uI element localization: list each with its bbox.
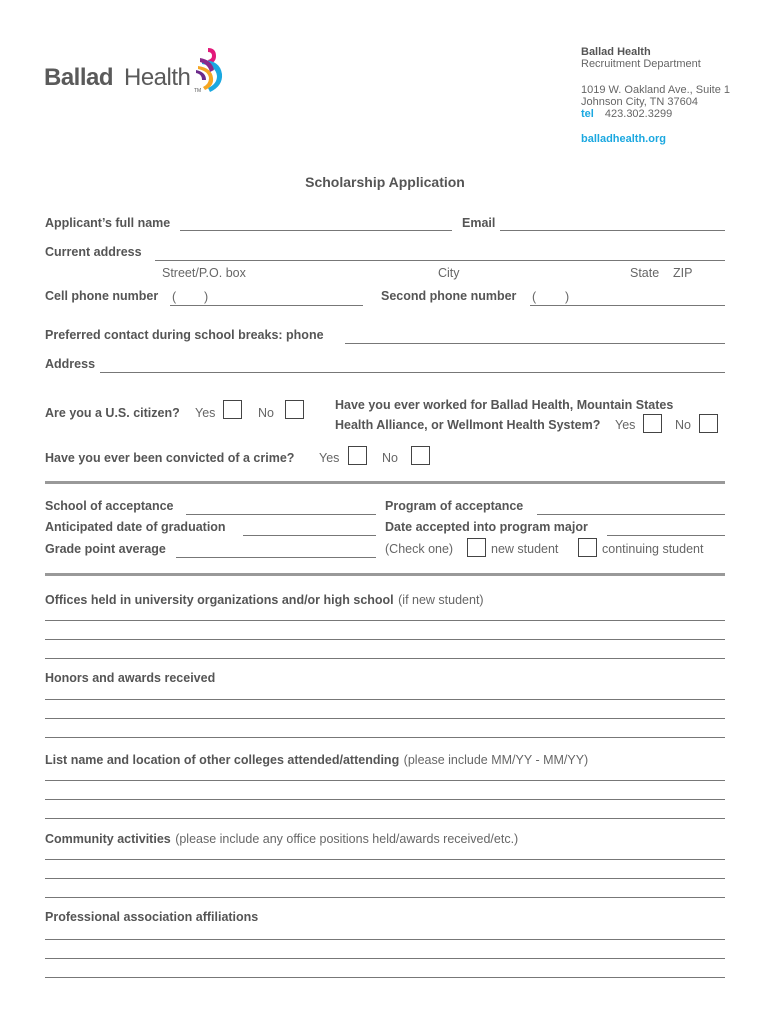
- community-line-1[interactable]: [45, 859, 725, 860]
- date-accepted-field[interactable]: [607, 535, 725, 536]
- org-phone: [581, 108, 672, 120]
- second-phone-label: Second phone number: [381, 289, 517, 303]
- section-divider: [45, 573, 725, 576]
- colleges-label: List name and location of other colleges attended/attending: [45, 753, 400, 767]
- cell-phone-field[interactable]: [170, 305, 363, 306]
- colleges-heading: [45, 751, 588, 769]
- program-label: Program of acceptance: [385, 499, 524, 513]
- org-department: Recruitment Department: [581, 58, 701, 70]
- citizen-yes-label: Yes: [195, 406, 216, 420]
- colleges-line-2[interactable]: [45, 799, 725, 800]
- logo-text-health: Health: [124, 64, 191, 91]
- worked-yes-checkbox[interactable]: [643, 414, 662, 433]
- offices-heading: [45, 591, 484, 609]
- program-field[interactable]: [537, 514, 725, 515]
- state-caption: State: [630, 266, 660, 280]
- colleges-line-1[interactable]: [45, 780, 725, 781]
- professional-label: Professional association affiliations: [45, 910, 259, 924]
- date-accepted-label: Date accepted into program major: [385, 520, 588, 534]
- convicted-no-label: No: [382, 451, 398, 465]
- ballad-health-logo: [44, 46, 234, 98]
- worked-question-line2: Health Alliance, or Wellmont Health System?: [335, 418, 601, 432]
- offices-note: (if new student): [398, 593, 484, 607]
- logo-text-ballad: Ballad: [44, 64, 114, 91]
- honors-line-2[interactable]: [45, 718, 725, 719]
- citizen-no-checkbox[interactable]: [285, 400, 304, 419]
- community-heading: [45, 830, 518, 848]
- tel-number: 423.302.3299: [604, 108, 673, 120]
- new-student-checkbox[interactable]: [467, 538, 486, 557]
- grad-date-label: Anticipated date of graduation: [45, 520, 226, 534]
- convicted-yes-checkbox[interactable]: [348, 446, 367, 465]
- convicted-question: Have you ever been convicted of a crime?: [45, 451, 295, 465]
- grad-date-field[interactable]: [243, 535, 376, 536]
- convicted-no-checkbox[interactable]: [411, 446, 430, 465]
- offices-line-2[interactable]: [45, 639, 725, 640]
- worked-no-checkbox[interactable]: [699, 414, 718, 433]
- page-title: Scholarship Application: [305, 174, 465, 190]
- address-label: Address: [45, 357, 96, 371]
- current-address-label: Current address: [45, 245, 142, 259]
- offices-line-3[interactable]: [45, 658, 725, 659]
- school-field[interactable]: [186, 514, 376, 515]
- community-line-3[interactable]: [45, 897, 725, 898]
- community-line-2[interactable]: [45, 878, 725, 879]
- citizen-yes-checkbox[interactable]: [223, 400, 242, 419]
- cell-paren-open: (: [172, 290, 177, 304]
- address-field[interactable]: [100, 372, 725, 373]
- street-caption: Street/P.O. box: [162, 266, 246, 280]
- worked-no-label: No: [675, 418, 691, 432]
- new-student-label: new student: [491, 542, 559, 556]
- org-address-line2: Johnson City, TN 37604: [581, 96, 698, 108]
- logo-mark-icon: [194, 46, 234, 96]
- second-paren-open: (: [532, 290, 537, 304]
- check-one-label: (Check one): [385, 542, 454, 556]
- full-name-label: Applicant’s full name: [45, 216, 171, 230]
- continuing-student-label: continuing student: [602, 542, 704, 556]
- section-divider: [45, 481, 725, 484]
- email-label: Email: [462, 216, 496, 230]
- colleges-line-3[interactable]: [45, 818, 725, 819]
- worked-question-line1: Have you ever worked for Ballad Health, Mountain States: [335, 398, 674, 412]
- org-website-link[interactable]: balladhealth.org: [581, 133, 666, 145]
- email-field[interactable]: [500, 230, 725, 231]
- full-name-field[interactable]: [180, 230, 452, 231]
- org-name: Ballad Health: [581, 46, 651, 58]
- offices-label: Offices held in university organizations and/or high school: [45, 593, 394, 607]
- professional-line-3[interactable]: [45, 977, 725, 978]
- convicted-yes-label: Yes: [319, 451, 340, 465]
- city-caption: City: [438, 266, 460, 280]
- org-address-line1: 1019 W. Oakland Ave., Suite 1: [581, 84, 731, 96]
- tel-label: tel: [581, 108, 594, 120]
- school-label: School of acceptance: [45, 499, 174, 513]
- citizen-no-label: No: [258, 406, 274, 420]
- preferred-contact-label: Preferred contact during school breaks: phone: [45, 328, 324, 342]
- worked-yes-label: Yes: [615, 418, 636, 432]
- offices-line-1[interactable]: [45, 620, 725, 621]
- citizen-question: Are you a U.S. citizen?: [45, 406, 180, 420]
- community-label: Community activities: [45, 832, 171, 846]
- honors-line-1[interactable]: [45, 699, 725, 700]
- community-note: (please include any office positions held/awards received/etc.): [175, 832, 519, 846]
- cell-phone-label: Cell phone number: [45, 289, 159, 303]
- preferred-contact-field[interactable]: [345, 343, 725, 344]
- professional-line-1[interactable]: [45, 939, 725, 940]
- continuing-student-checkbox[interactable]: [578, 538, 597, 557]
- honors-label: Honors and awards received: [45, 671, 216, 685]
- second-paren-close: ): [565, 290, 570, 304]
- cell-paren-close: ): [204, 290, 209, 304]
- second-phone-field[interactable]: [530, 305, 725, 306]
- current-address-field[interactable]: [155, 260, 725, 261]
- gpa-label: Grade point average: [45, 542, 166, 556]
- colleges-note: (please include MM/YY - MM/YY): [403, 753, 589, 767]
- logo-tm: TM: [194, 88, 202, 94]
- honors-line-3[interactable]: [45, 737, 725, 738]
- professional-line-2[interactable]: [45, 958, 725, 959]
- zip-caption: ZIP: [673, 266, 693, 280]
- gpa-field[interactable]: [176, 557, 376, 558]
